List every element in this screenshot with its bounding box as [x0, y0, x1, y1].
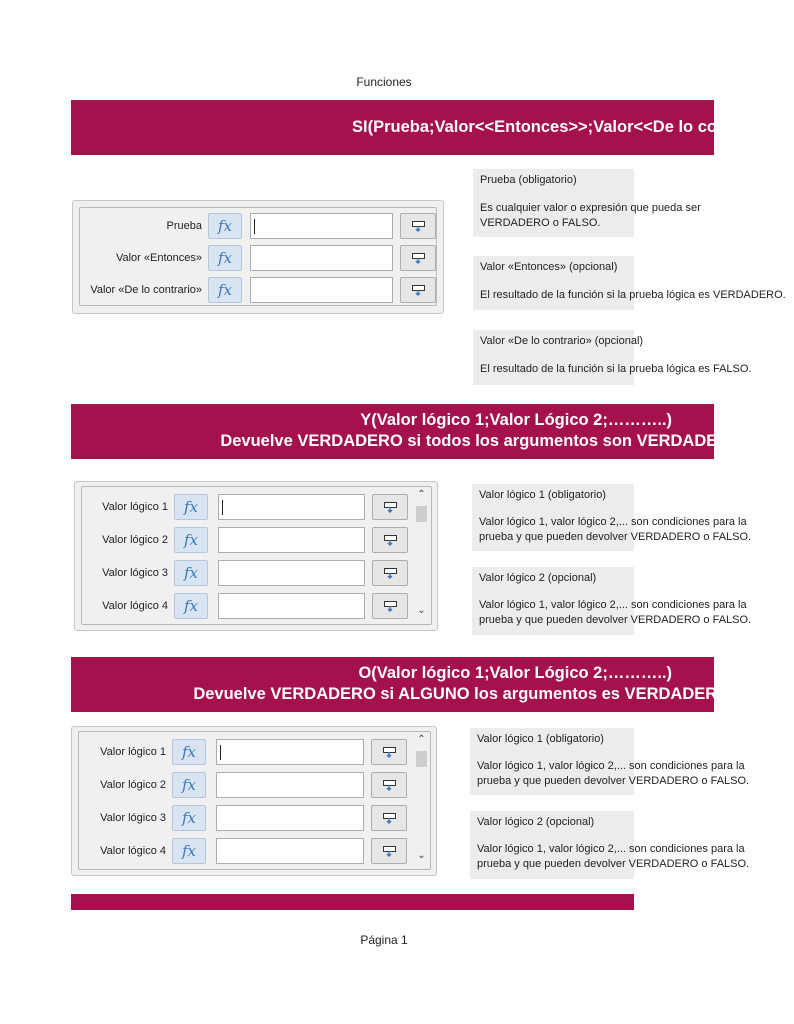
valor-logico-3-input[interactable] — [218, 560, 365, 586]
o-scrollbar[interactable] — [413, 734, 429, 867]
si-info-entonces — [473, 256, 786, 310]
y-scrollbar[interactable] — [413, 489, 429, 622]
o-row-4 — [79, 838, 409, 864]
arg-label: Valor lógico 4 — [102, 600, 168, 612]
shrink-select-button[interactable] — [371, 838, 407, 864]
shrink-select-button[interactable] — [400, 213, 436, 239]
arg-label: Valor lógico 2 — [102, 534, 168, 546]
y-row-4 — [82, 593, 412, 619]
info-title: Valor «Entonces» (opcional) — [480, 261, 618, 273]
shrink-select-icon — [383, 747, 396, 758]
page-header: Funciones — [356, 75, 412, 89]
o-row-2 — [79, 772, 409, 798]
y-info-2 — [472, 567, 752, 635]
valor-logico-2-input[interactable] — [216, 772, 364, 798]
shrink-select-button[interactable] — [371, 772, 407, 798]
info-desc: prueba y que pueden devolver VERDADERO o FALSO. — [479, 614, 752, 626]
shrink-select-icon — [383, 813, 396, 824]
si-arguments-group — [79, 207, 437, 306]
arg-label: Valor lógico 1 — [100, 746, 166, 758]
fx-icon[interactable]: fx — [174, 494, 208, 520]
fx-icon[interactable]: fx — [208, 245, 242, 271]
si-row-entonces — [80, 245, 436, 271]
entonces-input[interactable] — [250, 245, 393, 271]
info-desc: Valor lógico 1, valor lógico 2,... son condiciones para la — [479, 599, 747, 611]
y-info-1 — [472, 484, 752, 551]
o-row-3 — [79, 805, 409, 831]
o-banner-subtitle: Devuelve VERDADERO si ALGUNO los argumentos es VERDADERO — [193, 685, 730, 703]
scroll-down-icon[interactable]: ⌄ — [417, 605, 426, 616]
valor-logico-3-input[interactable] — [216, 805, 364, 831]
valor-logico-1-input[interactable] — [218, 494, 365, 520]
y-row-2 — [82, 527, 412, 553]
fx-icon[interactable]: fx — [172, 838, 206, 864]
contrario-input[interactable] — [250, 277, 393, 303]
info-title: Prueba (obligatorio) — [480, 174, 577, 186]
page-footer: Página 1 — [360, 933, 408, 947]
si-arguments-panel — [72, 200, 444, 314]
arg-label: Valor lógico 3 — [102, 567, 168, 579]
shrink-select-icon — [384, 568, 397, 579]
y-row-1 — [82, 494, 412, 520]
shrink-select-button[interactable] — [372, 494, 408, 520]
valor-logico-2-input[interactable] — [218, 527, 365, 553]
shrink-select-button[interactable] — [400, 245, 436, 271]
arg-label: Valor lógico 4 — [100, 845, 166, 857]
arg-label: Valor lógico 1 — [102, 501, 168, 513]
fx-icon[interactable]: fx — [174, 593, 208, 619]
shrink-select-icon — [384, 502, 397, 513]
si-row-contrario — [80, 277, 436, 303]
shrink-select-icon — [383, 780, 396, 791]
arg-label: Valor «De lo contrario» — [90, 284, 202, 296]
scroll-thumb[interactable] — [416, 751, 427, 767]
o-banner — [71, 657, 730, 712]
info-desc: prueba y que pueden devolver VERDADERO o FALSO. — [477, 775, 750, 787]
valor-logico-1-input[interactable] — [216, 739, 364, 765]
fx-icon[interactable]: fx — [172, 805, 206, 831]
info-desc: El resultado de la función si la prueba lógica es VERDADERO. — [480, 289, 786, 301]
scroll-up-icon[interactable]: ⌃ — [417, 489, 426, 500]
shrink-select-button[interactable] — [372, 527, 408, 553]
fx-icon[interactable]: fx — [208, 213, 242, 239]
shrink-select-icon — [384, 535, 397, 546]
si-banner-title: SI(Prueba;Valor<<Entonces>>;Valor<<De lo contrario>>) — [351, 118, 794, 136]
info-desc: prueba y que pueden devolver VERDADERO o FALSO. — [479, 531, 752, 543]
valor-logico-4-input[interactable] — [218, 593, 365, 619]
shrink-select-button[interactable] — [372, 593, 408, 619]
shrink-select-button[interactable] — [371, 739, 407, 765]
info-title: Valor lógico 1 (obligatorio) — [477, 733, 604, 745]
y-banner-subtitle: Devuelve VERDADERO si todos los argumentos son VERDADERO — [220, 432, 742, 450]
arg-label: Prueba — [166, 220, 202, 232]
shrink-select-icon — [412, 285, 425, 296]
info-title: Valor lógico 1 (obligatorio) — [479, 489, 606, 501]
si-banner — [71, 100, 794, 155]
arg-label: Valor lógico 3 — [100, 812, 166, 824]
info-desc: Valor lógico 1, valor lógico 2,... son condiciones para la — [479, 516, 747, 528]
scroll-up-icon[interactable]: ⌃ — [417, 734, 426, 745]
info-title: Valor lógico 2 (opcional) — [479, 572, 597, 584]
info-desc: VERDADERO o FALSO. — [480, 217, 601, 229]
y-banner-title: Y(Valor lógico 1;Valor Lógico 2;………..) — [360, 411, 672, 429]
si-row-prueba — [80, 213, 436, 239]
shrink-select-icon — [384, 601, 397, 612]
fx-icon[interactable]: fx — [174, 560, 208, 586]
bottom-banner — [71, 894, 634, 910]
si-info-contrario — [473, 330, 752, 385]
arg-label: Valor lógico 2 — [100, 779, 166, 791]
shrink-select-button[interactable] — [372, 560, 408, 586]
o-banner-title: O(Valor lógico 1;Valor Lógico 2;………..) — [358, 664, 672, 682]
shrink-select-button[interactable] — [400, 277, 436, 303]
o-info-1 — [470, 728, 750, 795]
scroll-down-icon[interactable]: ⌄ — [417, 850, 426, 861]
info-title: Valor lógico 2 (opcional) — [477, 816, 595, 828]
info-desc: Es cualquier valor o expresión que pueda ser — [480, 202, 701, 214]
info-desc: Valor lógico 1, valor lógico 2,... son condiciones para la — [477, 760, 745, 772]
prueba-input[interactable] — [250, 213, 393, 239]
info-desc: prueba y que pueden devolver VERDADERO o FALSO. — [477, 858, 750, 870]
fx-icon[interactable]: fx — [174, 527, 208, 553]
scroll-thumb[interactable] — [416, 506, 427, 522]
o-row-1 — [79, 739, 409, 765]
o-info-2 — [470, 811, 750, 879]
shrink-select-button[interactable] — [371, 805, 407, 831]
fx-icon[interactable]: fx — [172, 739, 206, 765]
info-desc: El resultado de la función si la prueba lógica es FALSO. — [480, 363, 752, 375]
shrink-select-icon — [412, 253, 425, 264]
y-arguments-panel — [74, 481, 438, 631]
o-arguments-panel — [71, 726, 437, 876]
o-arguments-group — [78, 731, 431, 870]
y-arguments-group — [81, 486, 432, 625]
arg-label: Valor «Entonces» — [115, 252, 202, 264]
info-title: Valor «De lo contrario» (opcional) — [480, 335, 644, 347]
fx-icon[interactable]: fx — [172, 772, 206, 798]
info-desc: Valor lógico 1, valor lógico 2,... son condiciones para la — [477, 843, 745, 855]
fx-icon[interactable]: fx — [208, 277, 242, 303]
valor-logico-4-input[interactable] — [216, 838, 364, 864]
y-row-3 — [82, 560, 412, 586]
shrink-select-icon — [383, 846, 396, 857]
y-banner — [71, 404, 742, 459]
shrink-select-icon — [412, 221, 425, 232]
si-info-prueba — [473, 169, 701, 237]
